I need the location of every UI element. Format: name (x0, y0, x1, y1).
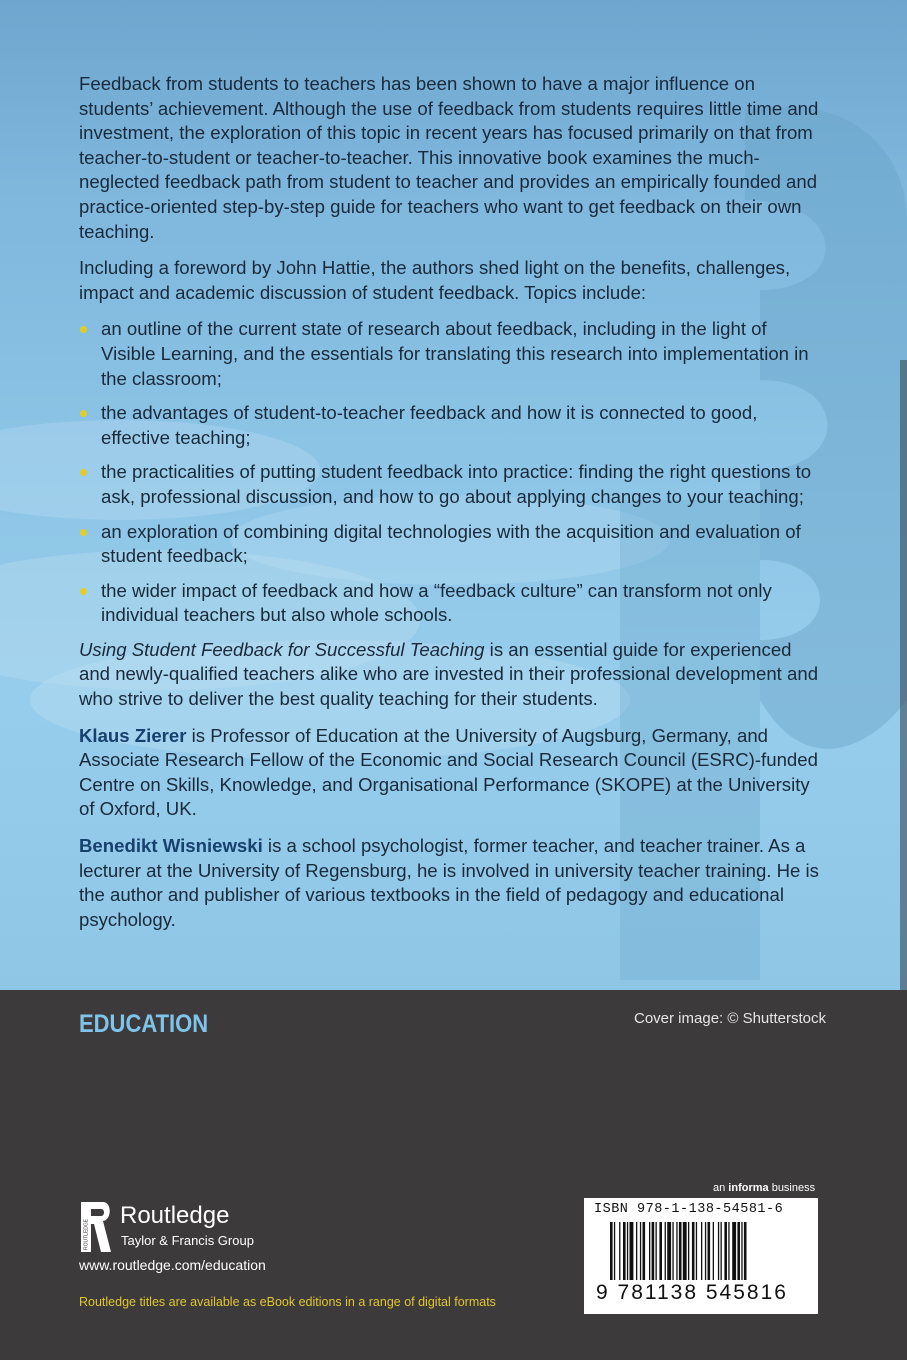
barcode-bar (713, 1222, 714, 1280)
author-bio (79, 724, 824, 822)
barcode-bar (718, 1222, 719, 1280)
list-item (79, 460, 824, 509)
list-item (79, 579, 824, 628)
barcode-bar (656, 1222, 657, 1280)
publisher-group: Taylor & Francis Group (121, 1233, 254, 1248)
barcode-bar (705, 1222, 706, 1280)
barcode-bar (708, 1222, 711, 1280)
topic-text: the advantages of student-to-teacher feedback and how it is connected to good, effective teaching; (101, 402, 758, 448)
barcode-bar (636, 1222, 637, 1280)
informa-prefix: an (713, 1182, 729, 1194)
bullet-dot-icon (80, 326, 87, 333)
summary-text: is an essential guide for experienced and newly-qualified teachers alike who are invested in their professional development and who strive to deliver the best quality teaching for their students. (79, 638, 819, 710)
author-bio-text: is a school psychologist, former teacher, and teacher trainer. As a lecturer at the University of Regensburg, he is involved in university teacher training. He is the author and publisher of various textbooks in the field of pedagogy and educational psychology. (79, 835, 819, 930)
author-name: Benedikt Wisniewski (79, 835, 263, 857)
author-name: Klaus Zierer (79, 724, 187, 746)
barcode-bar (614, 1222, 615, 1280)
barcode-bar (732, 1222, 736, 1280)
barcode-bar (665, 1222, 666, 1280)
barcode-bar (724, 1222, 727, 1280)
ebook-note: Routledge titles are available as eBook editions in a range of digital formats (79, 1295, 496, 1309)
routledge-logo-icon (79, 1200, 113, 1254)
list-item (79, 520, 824, 569)
cover-credit: Cover image: © Shutterstock (634, 1010, 826, 1027)
barcode-bar (688, 1222, 689, 1280)
barcode-bar (649, 1222, 650, 1280)
barcode-bar (744, 1222, 747, 1280)
author-bio (79, 834, 824, 932)
informa-suffix: business (768, 1182, 816, 1194)
barcode-bar (676, 1222, 677, 1280)
isbn-number: ISBN 978-1-138-54581-6 (594, 1202, 784, 1217)
barcode-bar (679, 1222, 682, 1280)
ean-number: 9 781138 545816 (596, 1281, 788, 1304)
logo-spine-text: ROUTLEDGE (83, 1218, 90, 1250)
informa-tagline (713, 1182, 815, 1194)
barcode-bar (610, 1222, 613, 1280)
barcode-bar (741, 1222, 742, 1280)
barcode-bar (696, 1222, 697, 1280)
back-cover-text (79, 72, 824, 944)
barcode-bar (659, 1222, 662, 1280)
barcode-bar (692, 1222, 695, 1280)
intro-paragraph: Feedback from students to teachers has been shown to have a major influence on students’ achievement. Although the use of feedback from students requires little time and investment, the exploration of this topic in recent years has focused primarily on that from teacher-to-student or teacher-to-teacher. This innovative book examines the much-neglected feedback path from student to teacher and provides an empirically founded and practice-oriented step-by-step guide for teachers who want to get feedback on their own teaching. (79, 73, 819, 242)
topics-intro: Including a foreword by John Hattie, the authors shed light on the benefits, challenges, impact and academic discussion of student feedback. Topics include: (79, 257, 791, 303)
barcode-bar (652, 1222, 655, 1280)
topic-text: an outline of the current state of research about feedback, including in the light of Visible Learning, and the essentials for translating this research into implementation in the classroom; (101, 318, 809, 389)
topic-text: an exploration of combining digital technologies with the acquisition and evaluation of student feedback; (101, 520, 801, 567)
list-item (79, 317, 824, 391)
topics-list (79, 317, 824, 628)
barcode-panel (584, 1198, 818, 1314)
list-item (79, 401, 824, 450)
publisher-logo (79, 1200, 259, 1255)
barcode-bar (627, 1222, 628, 1280)
barcode-bar (672, 1222, 673, 1280)
summary-paragraph (79, 638, 824, 712)
barcode-bar (721, 1222, 722, 1280)
barcode-bar (667, 1222, 671, 1280)
barcode-bar (619, 1222, 620, 1280)
barcode-bar (643, 1222, 646, 1280)
barcode-bar (630, 1222, 634, 1280)
barcode-bar (623, 1222, 626, 1280)
barcode-bar (728, 1222, 729, 1280)
topic-text: the practicalities of putting student feedback into practice: finding the right questions to ask, professional discussion, and how to go about applying changes to your teaching; (101, 461, 812, 507)
book-title: Using Student Feedback for Successful Teaching (79, 638, 485, 660)
barcode-bar (701, 1222, 702, 1280)
publisher-name: Routledge (120, 1202, 230, 1229)
barcode-bar (640, 1222, 641, 1280)
topic-text: the wider impact of feedback and how a “feedback culture” can transform not only individual teachers but also whole schools. (101, 579, 772, 626)
bullet-dot-icon (80, 410, 87, 417)
bullet-dot-icon (80, 529, 87, 536)
barcode-icon (610, 1222, 802, 1284)
barcode-bar (737, 1222, 740, 1280)
barcode-bar (683, 1222, 687, 1280)
informa-brand: informa (728, 1182, 769, 1194)
subject-category: EDUCATION (79, 1010, 209, 1038)
bullet-dot-icon (80, 469, 87, 476)
bullet-dot-icon (80, 588, 87, 595)
publisher-url[interactable]: www.routledge.com/education (79, 1257, 266, 1273)
author-bio-text: is Professor of Education at the University of Augsburg, Germany, and Associate Research Fellow of the Economic and Social Research Council (ESRC)-funded Centre on Skills, Knowledge, and Organisational Performance (SKOPE) at the University of Oxford, UK. (79, 724, 818, 820)
